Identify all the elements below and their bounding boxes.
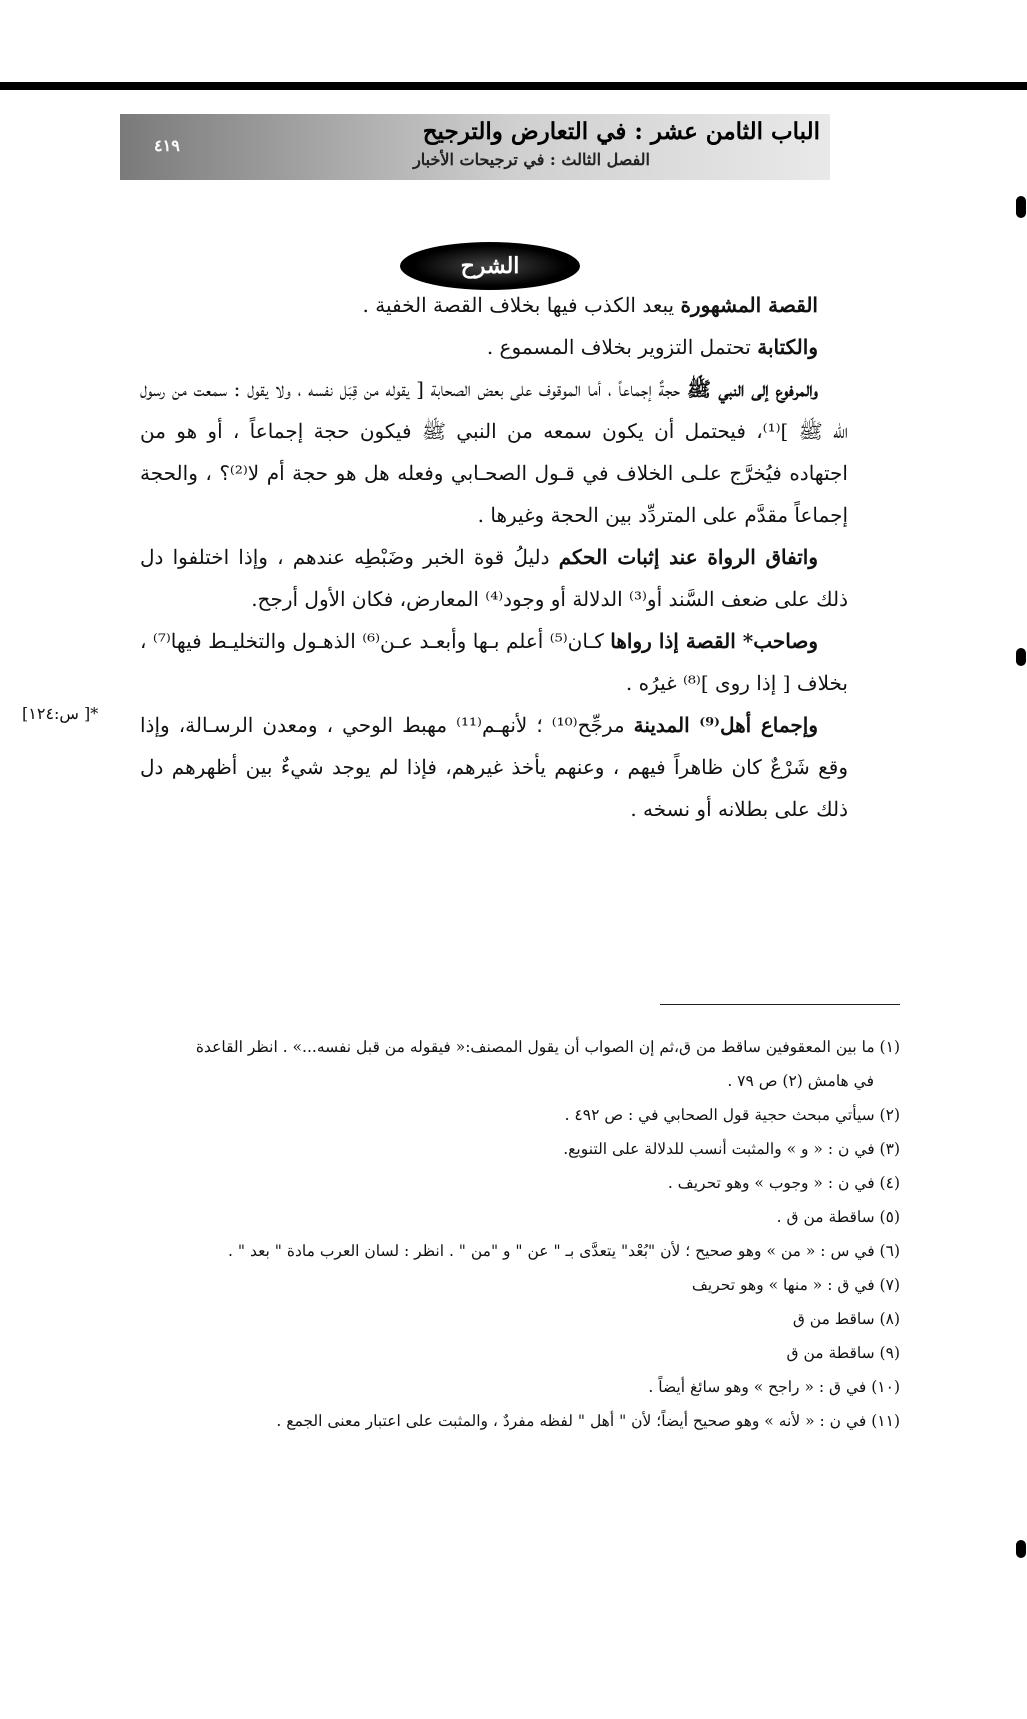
section-title: الشرح <box>460 253 520 279</box>
paragraph-lead: القصة المشهورة <box>680 293 818 317</box>
footnote: (١١) في ن : « لأنه » وهو صحيح أيضاً؛ لأن " أهل " لفظه مفردٌ ، والمثبت على اعتبار معنى الجمع . <box>276 1412 900 1430</box>
footnote-separator <box>660 1004 900 1005</box>
paragraph-lead: والمرفوع إلى النبي ﷺ <box>686 377 818 401</box>
paragraph-text: مرجِّح⁽¹⁰⁾ ؛ لأنهـم⁽¹¹⁾ مهبط الوحي ، ومعدن الرسـالة، وإذا وقع شَرْعٌ كان ظاهراً فيهم ، وعنهم يأخذ غيرهم، فإذا لم يوجد شيءٌ بين أظهرهم دل ذلك على بطلانه أو نسخه . <box>140 713 848 821</box>
footnote: (٢) سيأتي مبحث حجية قول الصحابي في : ص ٤٩٢ . <box>564 1106 900 1124</box>
chapter-title: الباب الثامن عشر : في التعارض والترجيح <box>422 118 820 145</box>
top-rule <box>0 82 1027 90</box>
running-header <box>120 114 830 180</box>
margin-page-reference: *[ س:١٢٤] <box>22 704 99 723</box>
paragraph-text: دليلُ قوة الخبر وضَبْطِه عندهم ، وإذا اختلفوا دل ذلك على ضعف السَّند أو⁽³⁾ الدلالة أو وجود⁽⁴⁾ المعارض، فكان الأول أرجح. <box>140 545 848 611</box>
footnote: (١٠) في ق : « راجح » وهو سائغ أيضاً . <box>648 1378 900 1396</box>
footnotes <box>110 1030 900 1438</box>
footnote: في هامش (٢) ص ٧٩ . <box>727 1072 874 1090</box>
footnote: (٨) ساقط من ق <box>792 1310 900 1328</box>
footnote: (٧) في ق : « منها » وهو تحريف <box>691 1276 900 1294</box>
paragraph <box>140 620 848 704</box>
section-subtitle: الفصل الثالث : في ترجيحات الأخبار <box>413 150 650 169</box>
edge-mark <box>1016 648 1026 666</box>
footnote: (٤) في ن : « وجوب » وهو تحريف . <box>667 1174 900 1192</box>
paragraph-text: كـان⁽⁵⁾ أعلم بـها وأبعـد عـن⁽⁶⁾ الذهـول والتخليـط فيها⁽⁷⁾ ، بخلاف [ إذا روى ]⁽⁸⁾ غيرُه . <box>140 629 848 695</box>
edge-mark <box>1016 1540 1026 1558</box>
paragraph-lead: والكتابة <box>757 335 818 359</box>
commentary-body <box>140 284 848 830</box>
footnote: (١) ما بين المعقوفين ساقط من ق،ثم إن الصواب أن يقول المصنف:« فيقوله من قبل نفسه...» . انظر القاعدة <box>195 1038 900 1056</box>
edge-mark <box>1016 196 1026 218</box>
paragraph-lead: وصاحب* القصة إذا رواها <box>610 629 819 653</box>
paragraph-text: حجةٌ إجماعاً ، أما الموقوف على بعض الصحابة [ يقوله من قِبَل نفسه ، ولا يقول : سمعت من رسول الله ﷺ ]⁽¹⁾، فيحتمل أن يكون سمعه من النبي ﷺ فيكون حجة إجماعاً ، أو هو من اجتهاده فيُخرَّج علـى الخلاف في قـول الصحـابي وفعله هل هو حجة أم لا⁽²⁾؟ ، والحجة إجماعاً مقدَّم على المتردِّد بين الحجة وغيرها . <box>140 377 849 527</box>
paragraph <box>140 704 848 830</box>
footnote: (٦) في س : « من » وهو صحيح ؛ لأن "بُعْد" يتعدَّى بـ " عن " و "من " . انظر : لسان العرب مادة " بعد " . <box>228 1242 900 1260</box>
paragraph <box>140 536 848 620</box>
section-title-badge <box>400 242 580 290</box>
footnote: (٩) ساقطة من ق <box>786 1344 900 1362</box>
footnote: (٥) ساقطة من ق . <box>776 1208 900 1226</box>
paragraph-text: يبعد الكذب فيها بخلاف القصة الخفية . <box>362 293 681 317</box>
paragraph-text: تحتمل التزوير بخلاف المسموع . <box>486 335 758 359</box>
paragraph <box>140 368 848 536</box>
paragraph-lead: واتفاق الرواة عند إثبات الحكم <box>558 545 819 569</box>
footnote: (٣) في ن : « و » والمثبت أنسب للدلالة على التنويع. <box>563 1140 900 1158</box>
paragraph <box>140 326 848 368</box>
paragraph-lead: وإجماع أهل⁽⁹⁾ المدينة <box>633 713 818 737</box>
page-number: ٤١٩ <box>154 136 180 155</box>
paragraph <box>140 284 848 326</box>
